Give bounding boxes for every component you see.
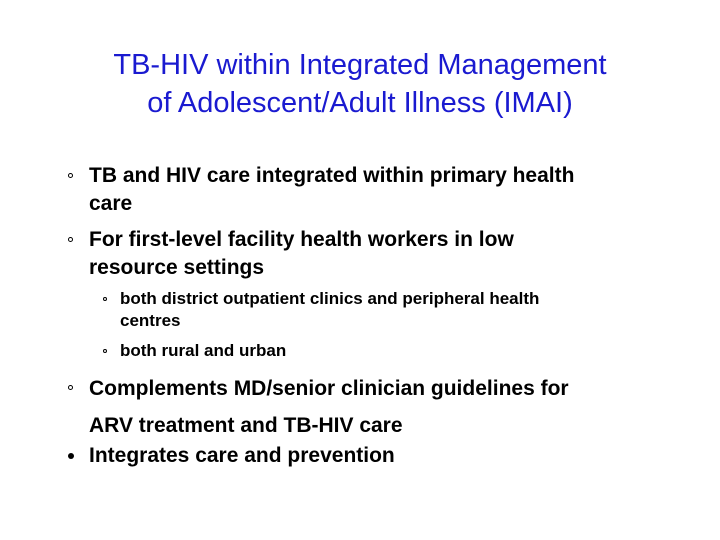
bullet-marker-icon: [68, 453, 74, 459]
bullet-text: Complements MD/senior clinician guidelines for: [89, 377, 569, 400]
title-line-1: TB-HIV within Integrated Management: [113, 49, 607, 81]
bullet-text: For first-level facility health workers in low: [89, 228, 514, 251]
bullet-text-continued: care: [89, 192, 133, 215]
sub-bullet-marker-icon: [103, 297, 107, 301]
sub-bullet-item-2: [120, 340, 286, 362]
sub-bullet-text: both rural and urban: [120, 341, 287, 360]
bullet-item-4: [89, 442, 395, 470]
bullet-text-continued: resource settings: [89, 256, 265, 279]
bullet-marker-icon: [68, 237, 73, 242]
bullet-marker-icon: [68, 173, 73, 178]
bullet-item-3: [89, 370, 569, 444]
bullet-text: TB and HIV care integrated within primary health: [89, 164, 575, 187]
bullet-marker-icon: [68, 385, 73, 390]
title-line-2: of Adolescent/Adult Illness (IMAI): [147, 87, 573, 119]
sub-bullet-item-1: [120, 288, 539, 332]
bullet-text-continued: ARV treatment and TB-HIV care: [89, 414, 403, 437]
bullet-text: Integrates care and prevention: [89, 444, 395, 467]
sub-bullet-text-continued: centres: [120, 311, 181, 330]
sub-bullet-marker-icon: [103, 349, 107, 353]
bullet-item-2: [89, 226, 514, 282]
slide-title: [40, 46, 680, 122]
sub-bullet-text: both district outpatient clinics and peripheral health: [120, 289, 540, 308]
bullet-item-1: [89, 162, 574, 218]
